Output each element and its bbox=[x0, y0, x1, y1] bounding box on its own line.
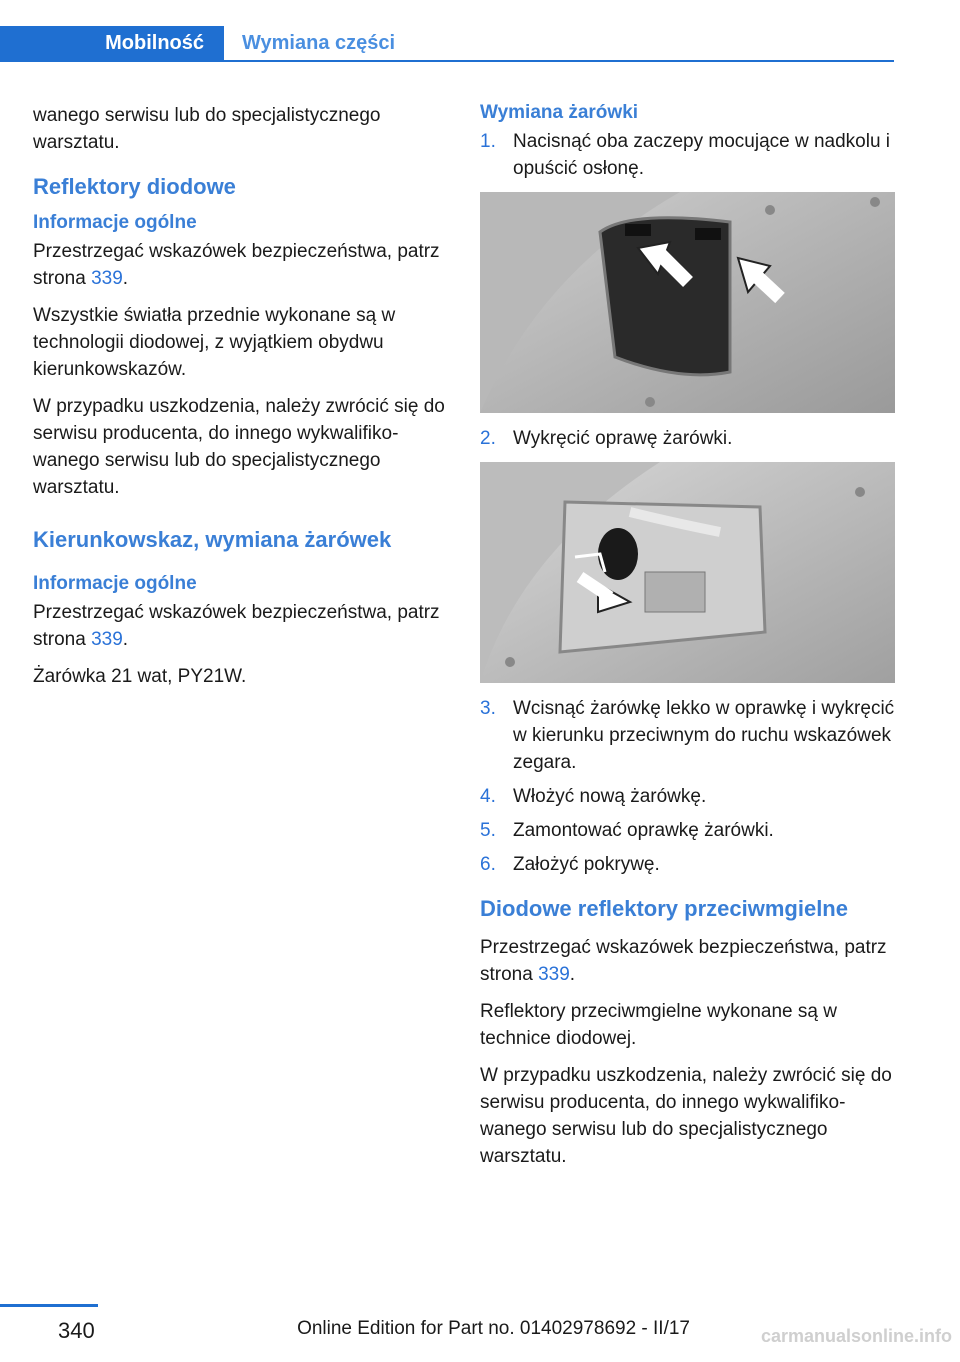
tab-mobilnosc[interactable]: Mobilność bbox=[0, 26, 224, 62]
wheel-arch-cover-figure bbox=[480, 192, 895, 413]
watermark: carmanualsonline.info bbox=[760, 1326, 952, 1346]
list-item: 1. Nacisnąć oba zaczepy mocujące w nadkolu i opuścić osłonę. bbox=[480, 131, 891, 179]
subsection-title-wymiana: Wymiana żarówki bbox=[480, 102, 639, 123]
paragraph-safety-3: Przestrzegać wskazówek bezpieczeństwa, patrz strona 339. bbox=[480, 937, 887, 985]
subsection-title-info-2: Informacje ogólne bbox=[33, 573, 197, 594]
right-column bbox=[480, 102, 895, 1180]
tab-wymiana-czesci[interactable]: Wymiana części bbox=[242, 32, 396, 54]
subsection-title-info: Informacje ogólne bbox=[33, 212, 197, 233]
continued-text: wanego serwisu lub do specjalistycznego warsztatu. bbox=[33, 105, 381, 153]
section-title-reflektory: Reflektory diodowe bbox=[33, 174, 236, 199]
paragraph-damage-2: W przypadku uszkodzenia, należy zwrócić się do serwisu producenta, do innego wykwalifikowanego serwisu lub do specjalistycznego warsztatu. bbox=[480, 1065, 892, 1167]
steps-list bbox=[480, 128, 895, 182]
edition-footer: Online Edition for Part no. 01402978692 - II/17 bbox=[297, 1318, 690, 1339]
list-item: 6. Założyć pokrywę. bbox=[480, 854, 660, 875]
list-item: 2. Wykręcić oprawę żarówki. bbox=[480, 428, 733, 449]
header-divider bbox=[224, 60, 894, 62]
left-column bbox=[33, 102, 448, 700]
section-title-kierunkowskaz: Kierunkowskaz, wymiana żarówek bbox=[33, 527, 392, 552]
bulb-socket-figure bbox=[480, 462, 895, 683]
paragraph-damage: W przypadku uszkodzenia, należy zwrócić się do serwisu producenta, do innego wykwalifikowanego serwisu lub do specjalistycznego warsztatu. bbox=[33, 396, 445, 498]
steps-list bbox=[480, 425, 895, 452]
page-link[interactable]: 339 bbox=[91, 629, 123, 650]
list-item: 4. Włożyć nową żarówkę. bbox=[480, 786, 707, 807]
section-title-diodowe: Diodowe reflektory przeciwmgielne bbox=[480, 896, 848, 921]
paragraph-bulb: Żarówka 21 wat, PY21W. bbox=[33, 666, 247, 687]
list-item: 5. Zamontować oprawkę żarówki. bbox=[480, 820, 774, 841]
steps-list bbox=[480, 695, 895, 878]
paragraph-led: Wszystkie światła przednie wykonane są w technologii diodowej, z wyjątkiem obydwu kierunkowskazów. bbox=[33, 305, 396, 380]
page-number: 340 bbox=[58, 1318, 95, 1343]
paragraph-fog: Reflektory przeciwmgielne wykonane są w technice diodowej. bbox=[480, 1001, 837, 1049]
list-item: 3. Wcisnąć żarówkę lekko w oprawkę i wykręcić w kierunku przeciwnym do ruchu wskazówek zegara. bbox=[480, 698, 895, 773]
page-link[interactable]: 339 bbox=[91, 268, 123, 289]
page-number-line bbox=[0, 1304, 98, 1307]
paragraph-safety-2: Przestrzegać wskazówek bezpieczeństwa, patrz strona 339. bbox=[33, 602, 440, 650]
page-link[interactable]: 339 bbox=[538, 964, 570, 985]
paragraph-safety: Przestrzegać wskazówek bezpieczeństwa, patrz strona 339. bbox=[33, 241, 440, 289]
